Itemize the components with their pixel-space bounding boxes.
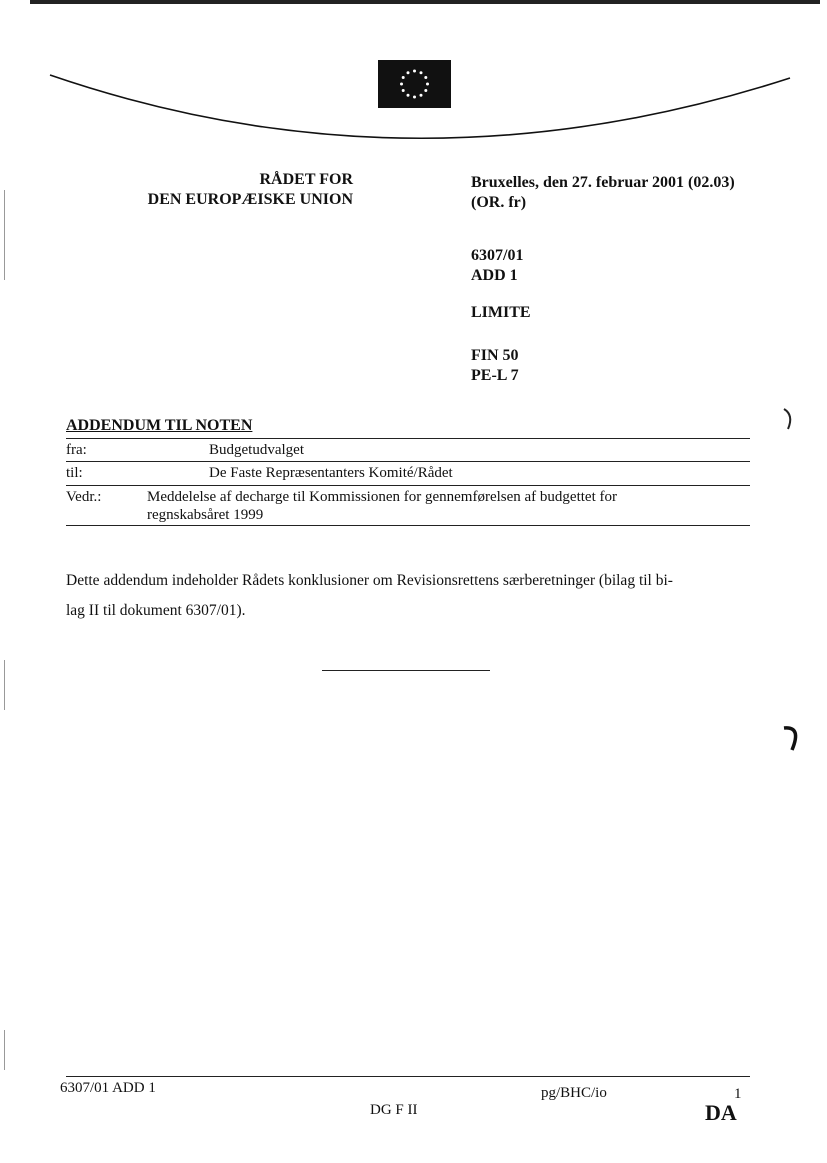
- subject-line1: Meddelelse af decharge til Kommissionen for gennemførelsen af budgettet for: [147, 489, 617, 505]
- footer-initials: pg/BHC/io: [541, 1085, 607, 1101]
- fax-header-strip: [30, 0, 820, 24]
- end-rule: [322, 670, 490, 671]
- scan-mark: [780, 722, 806, 754]
- star-icon: [424, 89, 427, 92]
- divider-line: [66, 438, 750, 439]
- star-icon: [426, 83, 429, 86]
- council-name: [33, 170, 353, 210]
- star-icon: [420, 94, 423, 97]
- from-value: Budgetudvalget: [209, 442, 304, 458]
- scan-mark: [780, 405, 800, 435]
- star-icon: [420, 71, 423, 74]
- addendum-number: ADD 1: [471, 267, 518, 284]
- star-icon: [402, 89, 405, 92]
- to-value: De Faste Repræsentanters Komité/Rådet: [209, 465, 453, 481]
- to-label: til:: [66, 465, 83, 481]
- from-label: fra:: [66, 442, 87, 458]
- star-icon: [400, 83, 403, 86]
- star-icon: [402, 76, 405, 79]
- footer-divider: [66, 1076, 750, 1077]
- date-block: [471, 173, 735, 213]
- code-fin: FIN 50: [471, 347, 519, 364]
- subject-label: Vedr.:: [66, 489, 102, 505]
- classification-label: LIMITE: [471, 304, 531, 321]
- codes-block: [471, 346, 519, 386]
- body-paragraph: [66, 566, 746, 626]
- council-name-line2: DEN EUROPÆISKE UNION: [147, 191, 353, 208]
- divider-line: [66, 485, 750, 486]
- subject-line2: regnskabsåret 1999: [147, 507, 264, 523]
- scan-edge-mark: [4, 660, 5, 710]
- eu-stars-icon: [378, 60, 451, 108]
- star-icon: [407, 94, 410, 97]
- council-name-line1: RÅDET FOR: [259, 171, 353, 188]
- eu-flag-logo: [378, 60, 451, 108]
- original-language: (OR. fr): [471, 194, 527, 211]
- addendum-title: ADDENDUM TIL NOTEN: [66, 417, 253, 434]
- scan-edge-mark: [4, 1030, 5, 1070]
- star-icon: [424, 76, 427, 79]
- footer-language-code: DA: [705, 1100, 737, 1125]
- body-line2: lag II til dokument 6307/01).: [66, 602, 246, 619]
- code-pel: PE-L 7: [471, 367, 519, 384]
- star-icon: [413, 70, 416, 73]
- star-icon: [407, 71, 410, 74]
- star-icon: [413, 96, 416, 99]
- divider-line: [66, 461, 750, 462]
- document-number: 6307/01: [471, 247, 524, 264]
- divider-line: [66, 525, 750, 526]
- scan-edge-mark: [4, 190, 5, 280]
- footer-dg: DG F II: [370, 1102, 418, 1118]
- date-line: Bruxelles, den 27. februar 2001 (02.03): [471, 174, 735, 191]
- doc-id-block: [471, 246, 523, 286]
- body-line1: Dette addendum indeholder Rådets konklusioner om Revisionsrettens særberetninger (bilag til bi-: [66, 572, 673, 589]
- footer-page-number: 1: [734, 1086, 742, 1102]
- footer-reference: 6307/01 ADD 1: [60, 1080, 156, 1096]
